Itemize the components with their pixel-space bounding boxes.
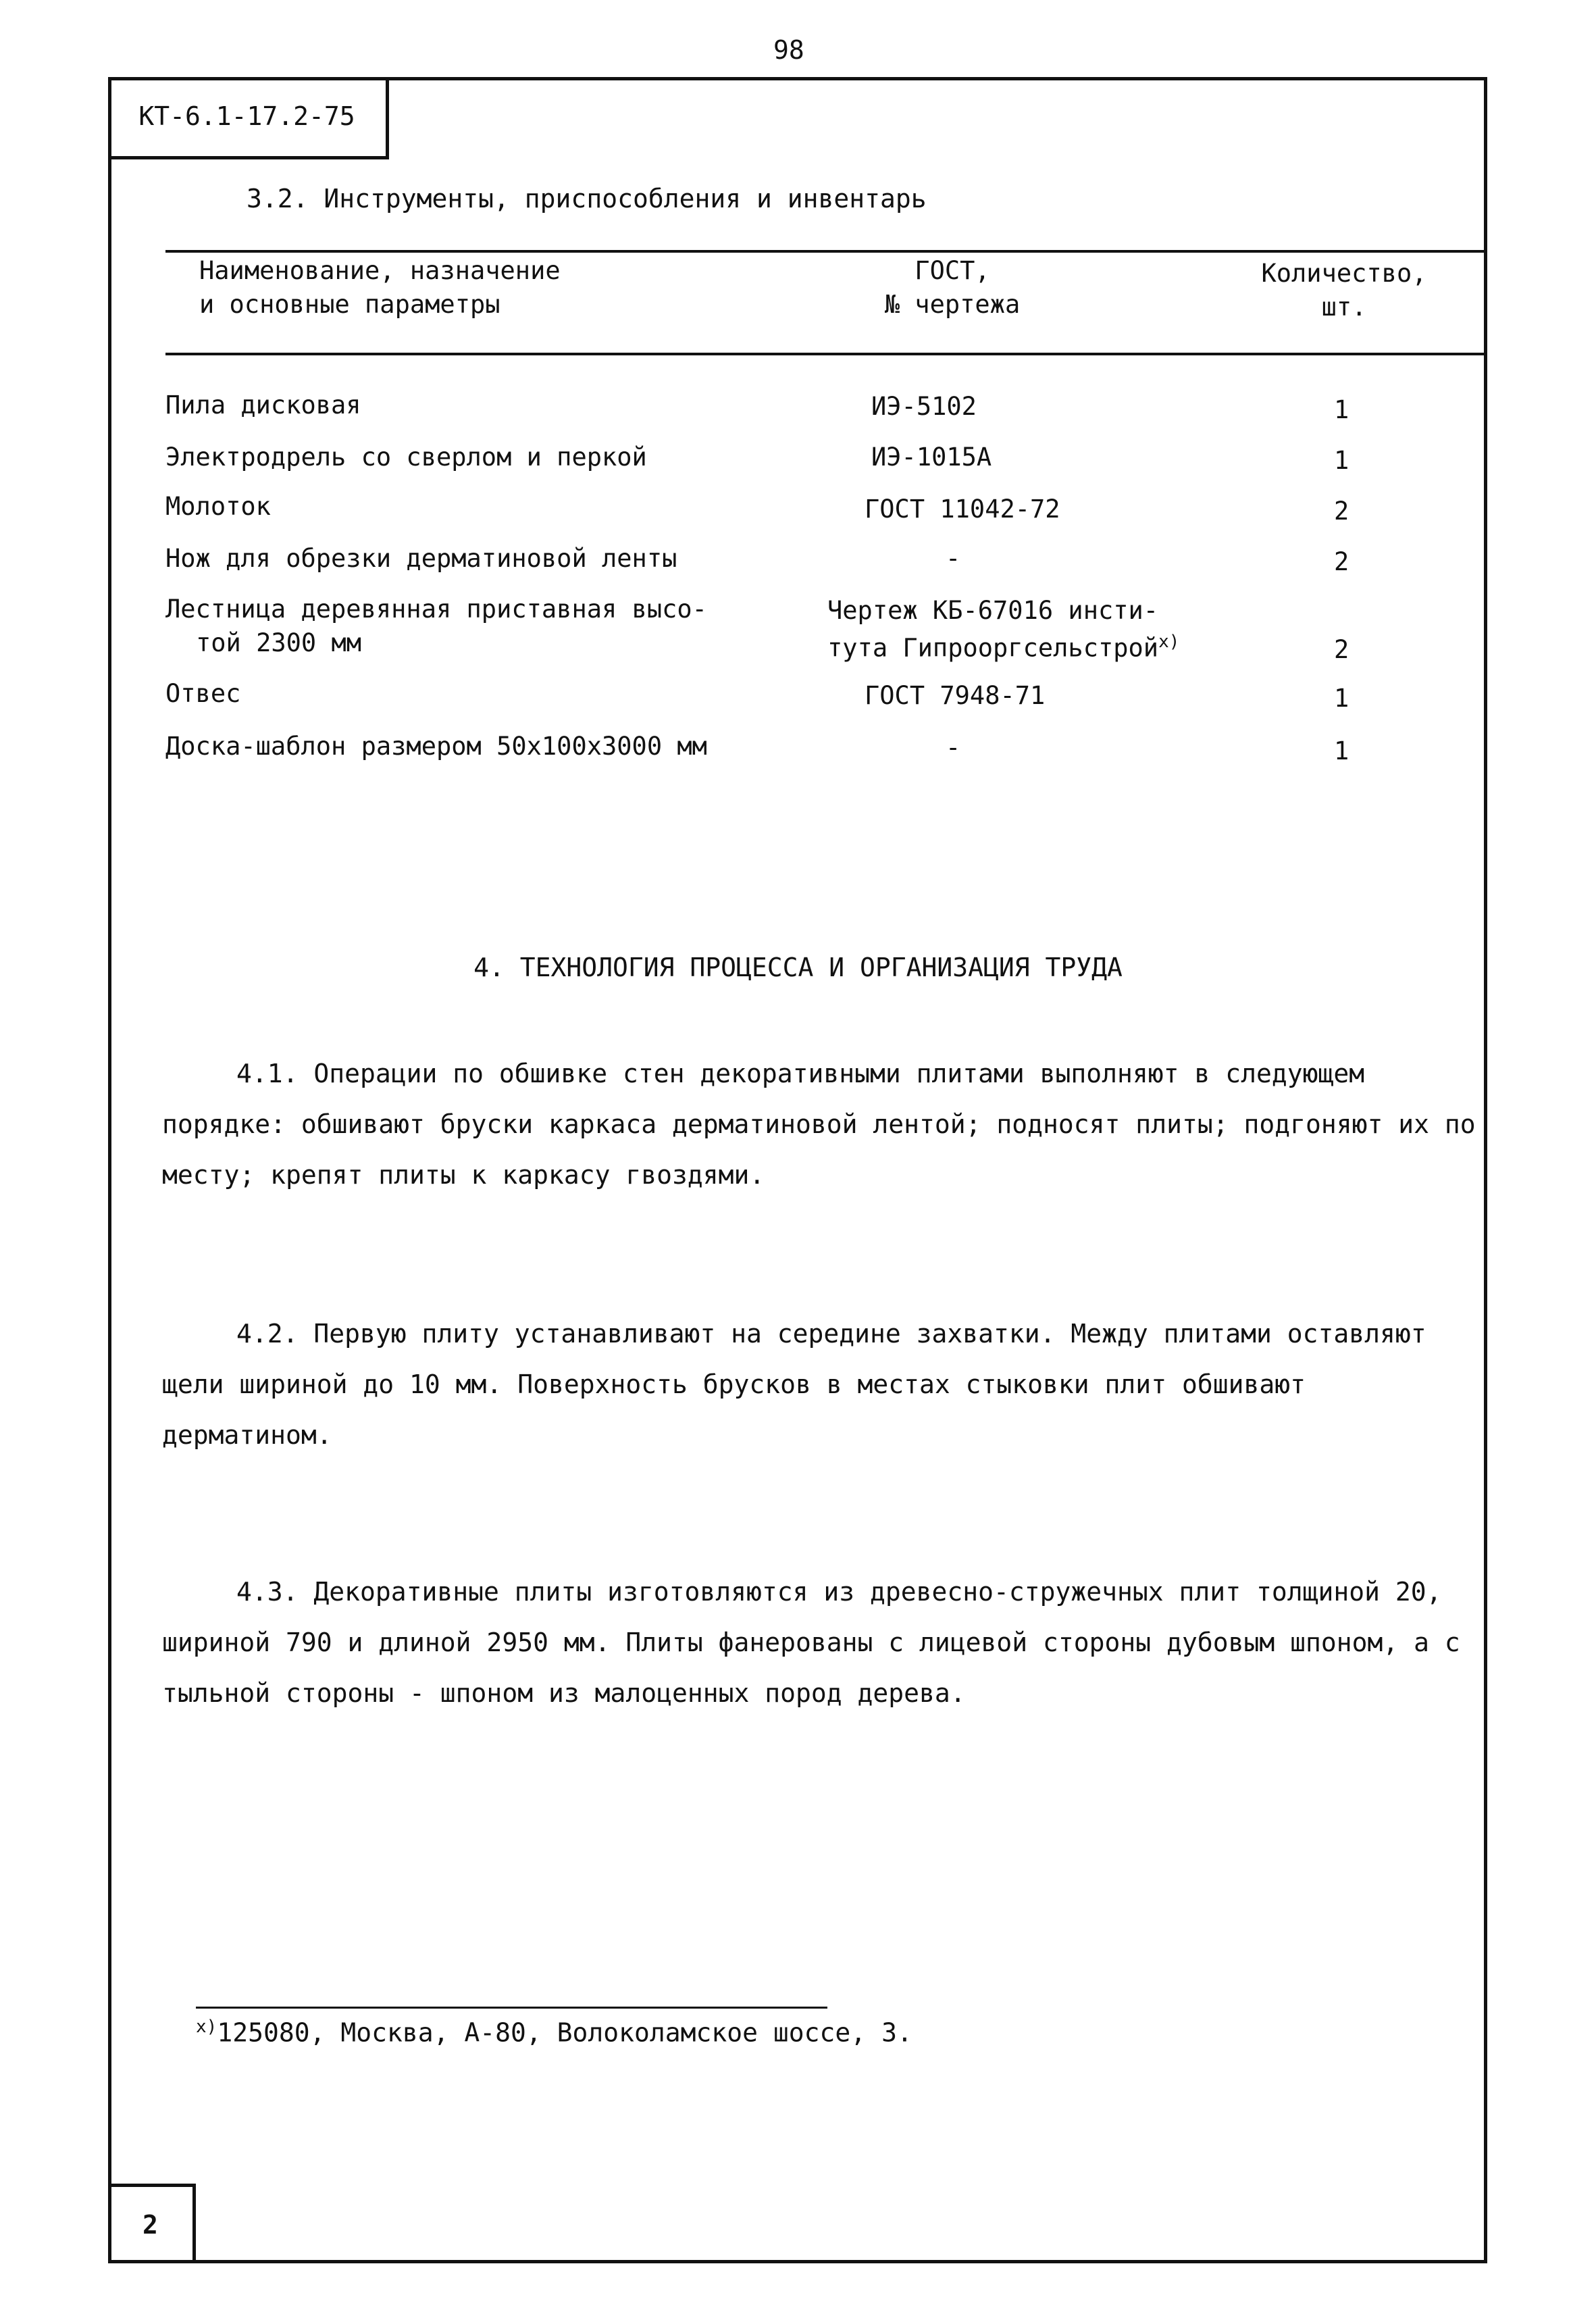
col-header-quantity: Количество, шт. — [1261, 259, 1427, 322]
col-header-gost: ГОСТ, № чертежа — [884, 256, 1021, 319]
footnote-marker: x) — [196, 2017, 217, 2037]
row-tool-name: Электродрель со сверлом и перкой — [165, 443, 647, 472]
document-code: КТ-6.1-17.2-75 — [108, 77, 389, 159]
footnote-marker: x) — [1158, 632, 1180, 652]
row-tool-gost: ИЭ-5102 — [871, 392, 977, 421]
row-tool-gost: - — [946, 733, 961, 762]
col-header-name: Наименование, назначение и основные параметры — [199, 256, 561, 319]
row-tool-name: Молоток — [165, 492, 271, 521]
sheet-number: 2 — [108, 2184, 196, 2263]
row-tool-gost: - — [946, 544, 961, 573]
row-tool-gost: ИЭ-1015А — [871, 443, 992, 472]
row-tool-gost-cont: тута Гипрооргсельстрой$^{x)}$ — [827, 632, 1180, 663]
footnote-rule — [196, 2007, 827, 2009]
row-tool-qty: 1 — [1334, 446, 1349, 475]
row-tool-qty: 1 — [1334, 684, 1349, 713]
row-tool-gost: Чертеж КБ-67016 инсти- — [827, 596, 1159, 625]
row-tool-name: Пила дисковая — [165, 391, 361, 420]
paragraph-4-1: 4.1. Операции по обшивке стен декоративными плитами выполняют в следующем порядке: обшивают бруски каркаса дерматиновой лентой; подносят плиты; подгоняют их по месту; крепят плиты к каркасу гвоздями. — [162, 1059, 1476, 1190]
row-tool-name: Нож для обрезки дерматиновой ленты — [165, 544, 677, 573]
row-tool-qty: 1 — [1334, 736, 1349, 765]
paragraph-4-3: 4.3. Декоративные плиты изготовляются из древесно-стружечных плит толщиной 20, шириной 790 и длиной 2950 мм. Плиты фанерованы с лицевой стороны дубовым шпоном, а с тыльной стороны - шпоном из малоценных пород дерева. — [162, 1577, 1460, 1708]
row-tool-qty: 2 — [1334, 635, 1349, 664]
row-tool-qty: 2 — [1334, 547, 1349, 576]
row-tool-name: Лестница деревянная приставная высо- — [165, 595, 707, 624]
section-3-2-title: 3.2. Инструменты, приспособления и инвентарь — [247, 184, 927, 213]
table-header-rule — [165, 353, 1487, 355]
row-tool-qty: 2 — [1334, 497, 1349, 526]
row-tool-name-cont: той 2300 мм — [196, 628, 362, 657]
table-top-rule — [165, 250, 1487, 253]
row-tool-gost: ГОСТ 7948-71 — [865, 681, 1046, 710]
row-tool-qty: 1 — [1334, 395, 1349, 424]
row-tool-name: Отвес — [165, 679, 241, 708]
footnote: $^{x)}$125080, Москва, А-80, Волоколамское шоссе, 3. — [196, 2017, 912, 2048]
row-tool-gost: ГОСТ 11042-72 — [865, 495, 1060, 524]
section-4-title: 4. ТЕХНОЛОГИЯ ПРОЦЕССА И ОРГАНИЗАЦИЯ ТРУДА — [473, 953, 1123, 982]
page-number: 98 — [773, 35, 804, 65]
paragraph-4-2: 4.2. Первую плиту устанавливают на середине захватки. Между плитами оставляют щели шириной до 10 мм. Поверхность брусков в местах стыковки плит обшивают дерматином. — [162, 1319, 1426, 1450]
row-tool-name: Доска-шаблон размером 50x100x3000 мм — [165, 732, 707, 761]
